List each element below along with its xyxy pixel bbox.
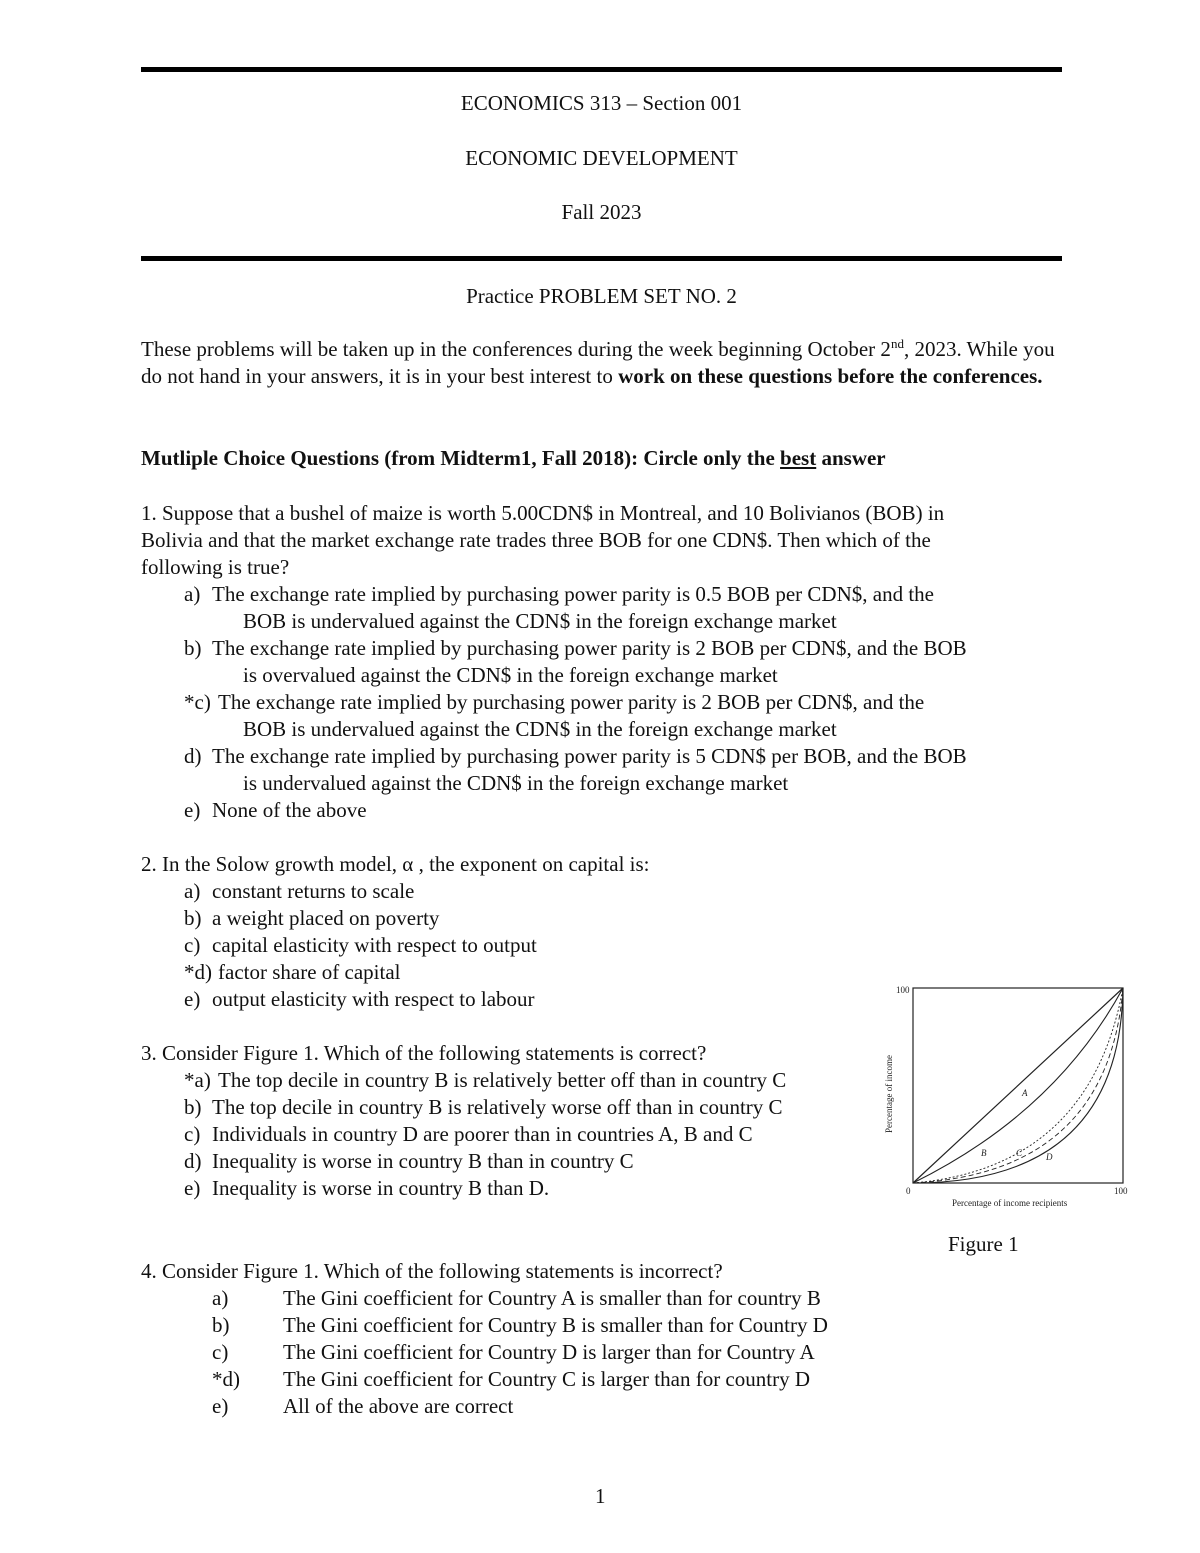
q4-option-label: c) <box>212 1340 229 1364</box>
q1-option-label: *c) <box>184 690 211 714</box>
q3-option-e <box>184 1175 864 1202</box>
q2-option-text: capital elasticity with respect to output <box>212 933 537 957</box>
q1-option-a <box>184 581 1064 635</box>
figure-origin-label: 0 <box>906 1186 911 1196</box>
q2-option-c <box>184 932 1064 959</box>
q3-stem: 3. Consider Figure 1. Which of the following statements is correct? <box>141 1041 707 1065</box>
bottom-rule <box>141 256 1062 261</box>
intro-bold: work on these questions before the conferences. <box>618 364 1043 388</box>
q1-option-label: b) <box>184 636 202 660</box>
intro-text-2: , 2023. While you do not hand in your answers, it is in your best interest to <box>141 337 1055 388</box>
mc-heading <box>141 445 886 472</box>
q3-option-text: Inequality is worse in country B than D. <box>212 1176 550 1200</box>
q3-option-label: c) <box>184 1122 201 1146</box>
q4-option-text: The Gini coefficient for Country A is smaller than for country B <box>283 1286 821 1310</box>
q3-option-text: Individuals in country D are poorer than in countries A, B and C <box>212 1122 753 1146</box>
q3-option-b <box>184 1094 864 1121</box>
q4-option-label: b) <box>212 1313 230 1337</box>
q2-option-label: *d) <box>184 960 212 984</box>
intro-paragraph <box>141 336 1071 390</box>
q1-option-text-cont: is undervalued against the CDN$ in the foreign exchange market <box>243 771 789 795</box>
q3-option-c <box>184 1121 864 1148</box>
q2-stem: 2. In the Solow growth model, α , the exponent on capital is: <box>141 852 650 876</box>
q1-option-text-cont: BOB is undervalued against the CDN$ in the foreign exchange market <box>243 609 837 633</box>
curve-label-c: C <box>1016 1148 1023 1158</box>
q1-option-text-cont: BOB is undervalued against the CDN$ in the foreign exchange market <box>243 717 837 741</box>
q3-option-label: *a) <box>184 1068 211 1092</box>
figure-y-max-label: 100 <box>896 985 910 995</box>
q1-option-text: The exchange rate implied by purchasing power parity is 0.5 BOB per CDN$, and the <box>212 582 934 606</box>
q1-stem-line3: following is true? <box>141 555 290 579</box>
q2-option-a <box>184 878 1064 905</box>
q3-option-label: b) <box>184 1095 202 1119</box>
q2-option-label: b) <box>184 906 202 930</box>
lorenz-curve-figure <box>880 983 1140 1213</box>
course-term: Fall 2023 <box>561 200 642 224</box>
problem-set-title: Practice PROBLEM SET NO. 2 <box>466 284 737 308</box>
figure-caption: Figure 1 <box>948 1232 1019 1256</box>
q1-option-text: The exchange rate implied by purchasing power parity is 2 BOB per CDN$, and the <box>218 690 925 714</box>
q2-option-label: c) <box>184 933 201 957</box>
q3-option-label: d) <box>184 1149 202 1173</box>
curve-label-d: D <box>1046 1152 1053 1162</box>
q3-option-text: Inequality is worse in country B than in country C <box>212 1149 634 1173</box>
q3-option-text: The top decile in country B is relatively better off than in country C <box>218 1068 787 1092</box>
page-number: 1 <box>595 1484 606 1508</box>
q1-option-text: The exchange rate implied by purchasing power parity is 2 BOB per CDN$, and the BOB <box>212 636 967 660</box>
q4-option-text: The Gini coefficient for Country C is larger than for country D <box>283 1367 810 1391</box>
course-subject: ECONOMIC DEVELOPMENT <box>465 146 738 170</box>
q4-option-text: The Gini coefficient for Country D is larger than for Country A <box>283 1340 815 1364</box>
q1-stem-line1: 1. Suppose that a bushel of maize is worth 5.00CDN$ in Montreal, and 10 Bolivianos (BOB) in <box>141 501 945 525</box>
q1-option-c <box>184 689 1064 743</box>
q2-option-d <box>184 959 1064 986</box>
curve-label-a: A <box>1022 1088 1028 1098</box>
q1-stem-line2: Bolivia and that the market exchange rate trades three BOB for one CDN$. Then which of the <box>141 528 931 552</box>
figure-x-max-label: 100 <box>1114 1186 1128 1196</box>
mc-heading-suffix: answer <box>816 446 886 470</box>
intro-text-1: These problems will be taken up in the conferences during the week beginning October 2 <box>141 337 891 361</box>
q2-option-label: e) <box>184 987 201 1011</box>
q1-option-label: d) <box>184 744 202 768</box>
top-rule <box>141 67 1062 72</box>
q1-option-b <box>184 635 1064 689</box>
q3-option-a <box>184 1067 864 1094</box>
intro-superscript: nd <box>890 336 904 351</box>
q1-option-text: The exchange rate implied by purchasing power parity is 5 CDN$ per BOB, and the BOB <box>212 744 967 768</box>
q2-option-text: output elasticity with respect to labour <box>212 987 535 1011</box>
figure-x-axis-label: Percentage of income recipients <box>952 1198 1068 1208</box>
course-title: ECONOMICS 313 – Section 001 <box>460 91 743 115</box>
q1-option-text-cont: is overvalued against the CDN$ in the foreign exchange market <box>243 663 778 687</box>
q4-option-label: *d) <box>212 1367 240 1391</box>
q2-option-text: a weight placed on poverty <box>212 906 440 930</box>
q2-option-text: factor share of capital <box>218 960 401 984</box>
q4-stem: 4. Consider Figure 1. Which of the following statements is incorrect? <box>141 1259 723 1283</box>
q4-option-label: a) <box>212 1286 229 1310</box>
q1-option-text: None of the above <box>212 798 367 822</box>
q2-option-label: a) <box>184 879 201 903</box>
mc-heading-prefix: Mutliple Choice Questions (from Midterm1, Fall 2018): Circle only the <box>141 446 781 470</box>
q1-option-label: e) <box>184 798 201 822</box>
mc-heading-underlined: best <box>780 446 817 470</box>
q3-option-text: The top decile in country B is relatively worse off than in country C <box>212 1095 783 1119</box>
curve-label-b: B <box>981 1148 987 1158</box>
q1-option-e <box>184 797 1064 824</box>
q3-option-d <box>184 1148 864 1175</box>
q1-option-label: a) <box>184 582 201 606</box>
q2-option-b <box>184 905 1064 932</box>
q3-option-label: e) <box>184 1176 201 1200</box>
q4-option-text: The Gini coefficient for Country B is smaller than for Country D <box>283 1313 828 1337</box>
figure-y-axis-label: Percentage of income <box>884 1055 894 1133</box>
q1-option-d <box>184 743 1064 797</box>
q4-option-text: All of the above are correct <box>283 1394 514 1418</box>
q4-option-label: e) <box>212 1394 229 1418</box>
q2-option-text: constant returns to scale <box>212 879 415 903</box>
